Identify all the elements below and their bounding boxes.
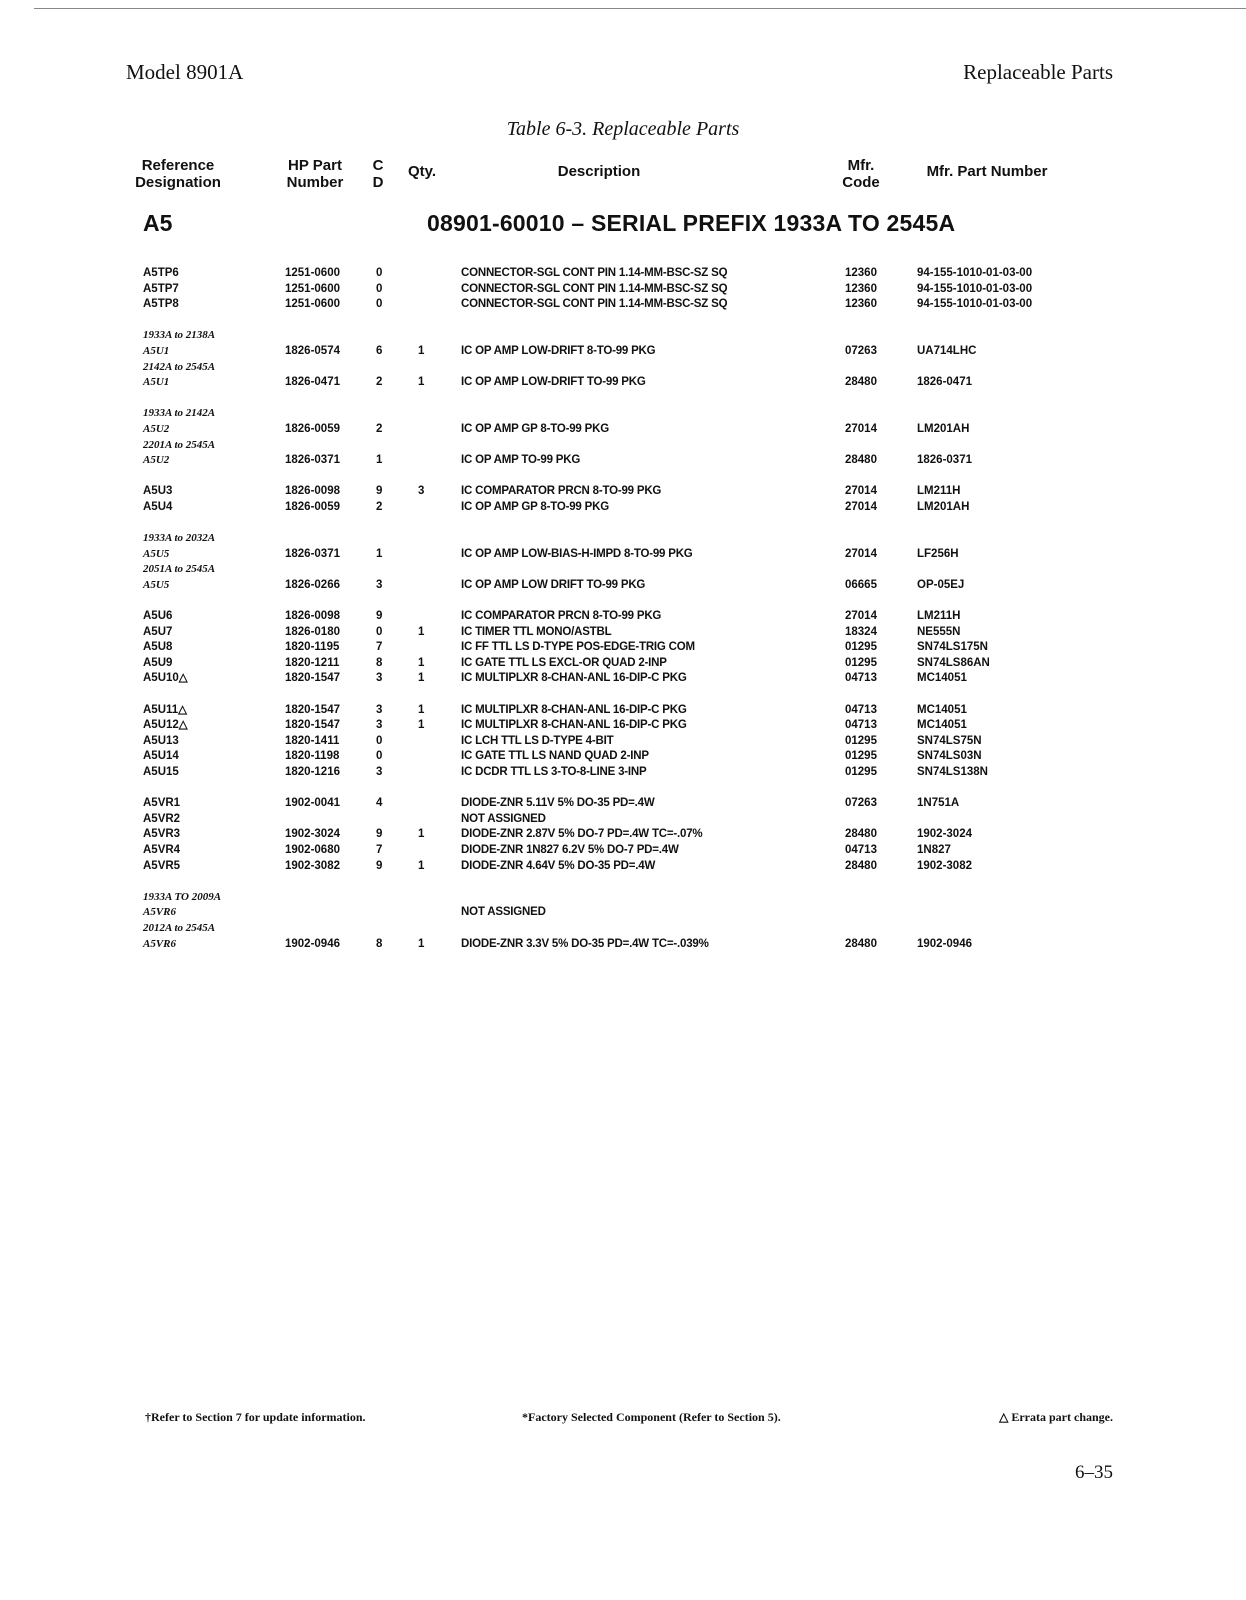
table-row (0, 344, 1246, 360)
assembly-title: 08901-60010 – SERIAL PREFIX 1933A TO 2545A (427, 210, 956, 236)
mfr-code: 28480 (845, 859, 877, 872)
reference-designation: A5U14 (143, 750, 179, 763)
quantity: 1 (418, 719, 425, 732)
footnote-update: †Refer to Section 7 for update information. (145, 1410, 366, 1424)
description: CONNECTOR-SGL CONT PIN 1.14-MM-BSC-SZ SQ (461, 267, 728, 279)
description: IC OP AMP LOW-DRIFT TO-99 PKG (461, 376, 646, 389)
description: IC OP AMP LOW-BIAS-H-IMPD 8-TO-99 PKG (461, 547, 693, 560)
hp-part-number: 1826-0180 (285, 625, 340, 638)
serial-range-note (0, 890, 1246, 906)
table-row (0, 734, 1246, 750)
hp-part-number: 1820-1198 (285, 750, 340, 763)
reference-designation: A5U6 (143, 610, 173, 623)
mfr-code: 27014 (845, 610, 877, 623)
check-digit: 0 (376, 734, 383, 747)
reference-designation: A5VR3 (143, 828, 181, 841)
description: NOT ASSIGNED (461, 906, 546, 919)
table-row (0, 843, 1246, 859)
reference-designation: A5VR6 (143, 906, 177, 919)
page-number: 6–35 (1075, 1462, 1113, 1483)
mfr-code: 06665 (845, 578, 877, 591)
description: IC COMPARATOR PRCN 8-TO-99 PKG (461, 485, 662, 498)
check-digit: 9 (376, 859, 383, 872)
table-row (0, 671, 1246, 687)
hp-part-number: 1826-0059 (285, 422, 340, 435)
mfr-part-number: 1N751A (917, 797, 960, 810)
check-digit: 6 (376, 344, 383, 357)
reference-designation: 2012A to 2545A (143, 921, 216, 934)
hp-part-number: 1902-3024 (285, 828, 340, 841)
mfr-part-number: 94-155-1010-01-03-00 (917, 282, 1033, 295)
mfr-code: 04713 (845, 719, 877, 732)
description: IC GATE TTL LS EXCL-OR QUAD 2-INP (461, 656, 667, 669)
mfr-code: 01295 (845, 766, 877, 778)
description: IC OP AMP LOW-DRIFT 8-TO-99 PKG (461, 344, 656, 357)
reference-designation: A5VR4 (143, 843, 181, 856)
mfr-part-number: UA714LHC (917, 344, 977, 357)
check-digit: 7 (376, 641, 383, 654)
table-row (0, 297, 1246, 313)
table-row (0, 282, 1246, 298)
mfr-part-number: 1826-0471 (917, 376, 972, 389)
hp-part-number: 1826-0098 (285, 610, 340, 623)
mfr-part-number: MC14051 (917, 719, 967, 732)
top-rule (34, 8, 1246, 9)
table-row (0, 266, 1246, 282)
mfr-part-number: LM201AH (917, 422, 970, 435)
mfr-code: 28480 (845, 454, 877, 467)
column-header-label: Qty. (407, 163, 437, 180)
reference-designation: A5U7 (143, 625, 173, 638)
mfr-part-number: SN74LS75N (917, 734, 982, 747)
mfr-code: 28480 (845, 828, 877, 841)
table-row (0, 859, 1246, 875)
hp-part-number: 1251-0600 (285, 267, 340, 279)
check-digit: 0 (376, 625, 383, 638)
mfr-part-number: 94-155-1010-01-03-00 (917, 298, 1033, 311)
mfr-part-number: LM201AH (917, 500, 970, 513)
table-row (0, 796, 1246, 812)
reference-designation: A5U13 (143, 734, 179, 747)
serial-range-note (0, 438, 1246, 454)
hp-part-number: 1826-0574 (285, 344, 340, 357)
mfr-code: 01295 (845, 656, 877, 669)
mfr-part-number: OP-05EJ (917, 578, 965, 591)
column-header-label: Mfr. Code (842, 157, 880, 191)
description: IC DCDR TTL LS 3-TO-8-LINE 3-INP (461, 766, 647, 778)
check-digit: 8 (376, 937, 383, 950)
mfr-code: 27014 (845, 422, 877, 435)
hp-part-number: 1902-0041 (285, 797, 340, 810)
mfr-code: 12360 (845, 282, 877, 295)
hp-part-number: 1820-1216 (285, 766, 340, 778)
hp-part-number: 1826-0371 (285, 547, 340, 560)
reference-designation: A5TP8 (143, 298, 179, 311)
mfr-part-number: SN74LS138N (917, 766, 988, 778)
mfr-part-number: 1902-0946 (917, 937, 972, 950)
serial-range-note (0, 531, 1246, 547)
column-header-hp-part (276, 157, 354, 191)
mfr-code: 01295 (845, 734, 877, 747)
mfr-code: 27014 (845, 500, 877, 513)
mfr-code: 12360 (845, 298, 877, 311)
description: IC OP AMP GP 8-TO-99 PKG (461, 422, 609, 435)
check-digit: 1 (376, 547, 383, 560)
reference-designation: A5U2 (143, 422, 170, 435)
quantity: 3 (418, 485, 425, 498)
mfr-code: 27014 (845, 547, 877, 560)
mfr-part-number: 1902-3024 (917, 828, 972, 841)
hp-part-number: 1826-0266 (285, 578, 340, 591)
mfr-part-number: SN74LS86AN (917, 656, 990, 669)
parts-table (0, 266, 1246, 952)
mfr-code: 04713 (845, 703, 877, 716)
reference-designation: A5U15 (143, 766, 179, 778)
reference-designation: 1933A TO 2009A (143, 890, 222, 903)
mfr-part-number: 94-155-1010-01-03-00 (917, 267, 1033, 279)
table-row (0, 827, 1246, 843)
table-row (0, 765, 1246, 781)
check-digit: 4 (376, 797, 383, 810)
mfr-part-number: 1N827 (917, 843, 951, 856)
check-digit: 3 (376, 766, 383, 778)
mfr-code: 01295 (845, 641, 877, 654)
description: IC MULTIPLXR 8-CHAN-ANL 16-DIP-C PKG (461, 672, 687, 685)
column-header-label: C D (372, 157, 384, 191)
description: DIODE-ZNR 5.11V 5% DO-35 PD=.4W (461, 797, 655, 810)
check-digit: 3 (376, 578, 383, 591)
description: CONNECTOR-SGL CONT PIN 1.14-MM-BSC-SZ SQ (461, 282, 728, 295)
check-digit: 9 (376, 485, 383, 498)
column-header-mfr-part (912, 163, 1062, 180)
reference-designation: A5U5 (143, 578, 170, 591)
check-digit: 3 (376, 703, 383, 716)
mfr-part-number: LM211H (917, 485, 961, 498)
mfr-code: 27014 (845, 485, 877, 498)
mfr-code: 07263 (845, 797, 877, 810)
check-digit: 0 (376, 750, 383, 763)
check-digit: 9 (376, 828, 383, 841)
hp-part-number: 1251-0600 (285, 282, 340, 295)
reference-designation: A5VR1 (143, 797, 181, 810)
reference-designation: A5TP6 (143, 267, 179, 279)
mfr-code: 18324 (845, 625, 877, 638)
column-header-cd (368, 157, 388, 191)
table-row (0, 812, 1246, 828)
description: IC OP AMP LOW DRIFT TO-99 PKG (461, 578, 646, 591)
description: IC FF TTL LS D-TYPE POS-EDGE-TRIG COM (461, 641, 695, 654)
description: CONNECTOR-SGL CONT PIN 1.14-MM-BSC-SZ SQ (461, 298, 728, 311)
reference-designation: A5U10△ (143, 672, 188, 685)
mfr-code: 12360 (845, 267, 877, 279)
check-digit: 2 (376, 376, 383, 389)
mfr-part-number: LF256H (917, 547, 959, 560)
serial-range-note (0, 562, 1246, 578)
check-digit: 7 (376, 843, 383, 856)
quantity: 1 (418, 376, 425, 389)
column-header-description (544, 163, 654, 180)
reference-designation: A5U1 (143, 344, 170, 357)
reference-designation: 1933A to 2142A (143, 407, 216, 420)
hp-part-number: 1826-0371 (285, 454, 340, 467)
check-digit: 0 (376, 267, 383, 279)
reference-designation: A5U3 (143, 485, 173, 498)
mfr-part-number: SN74LS03N (917, 750, 982, 763)
description: DIODE-ZNR 4.64V 5% DO-35 PD=.4W (461, 859, 656, 872)
check-digit: 9 (376, 610, 383, 623)
reference-designation: A5U9 (143, 656, 173, 669)
model-header: Model 8901A (126, 60, 244, 84)
hp-part-number: 1902-0680 (285, 843, 340, 856)
reference-designation: A5U4 (143, 500, 173, 513)
reference-designation: A5U2 (143, 454, 170, 467)
reference-designation: 2142A to 2545A (143, 360, 216, 373)
check-digit: 0 (376, 298, 383, 311)
quantity: 1 (418, 937, 425, 950)
hp-part-number: 1826-0471 (285, 376, 340, 389)
table-row (0, 547, 1246, 563)
mfr-part-number: LM211H (917, 610, 961, 623)
table-row (0, 937, 1246, 953)
mfr-part-number: NE555N (917, 625, 961, 638)
section-header: Replaceable Parts (963, 60, 1113, 84)
table-row (0, 375, 1246, 391)
description: NOT ASSIGNED (461, 812, 546, 825)
serial-range-note (0, 328, 1246, 344)
reference-designation: A5U8 (143, 641, 173, 654)
column-header-label: Mfr. Part Number (926, 163, 1048, 180)
table-row (0, 484, 1246, 500)
hp-part-number: 1820-1411 (285, 734, 340, 747)
column-header-label: HP Part Number (286, 157, 344, 191)
column-header-reference (128, 157, 228, 191)
quantity: 1 (418, 859, 425, 872)
reference-designation: A5U1 (143, 376, 170, 389)
mfr-part-number: MC14051 (917, 703, 967, 716)
table-row (0, 578, 1246, 594)
check-digit: 2 (376, 500, 383, 513)
column-header-label: Description (557, 163, 641, 180)
description: DIODE-ZNR 2.87V 5% DO-7 PD=.4W TC=-.07% (461, 828, 703, 841)
check-digit: 1 (376, 454, 383, 467)
hp-part-number: 1820-1547 (285, 703, 340, 716)
column-header-qty (402, 163, 442, 180)
mfr-code: 28480 (845, 376, 877, 389)
mfr-part-number: MC14051 (917, 672, 967, 685)
description: IC OP AMP GP 8-TO-99 PKG (461, 500, 609, 513)
column-header-label: Reference Designation (135, 157, 221, 191)
table-row (0, 749, 1246, 765)
reference-designation: 2201A to 2545A (143, 438, 216, 451)
serial-range-note (0, 360, 1246, 376)
table-row (0, 625, 1246, 641)
column-header-mfr-code (836, 157, 886, 191)
reference-designation: A5VR5 (143, 859, 181, 872)
description: DIODE-ZNR 3.3V 5% DO-35 PD=.4W TC=-.039% (461, 937, 709, 950)
reference-designation: A5U5 (143, 547, 170, 560)
mfr-part-number: SN74LS175N (917, 641, 988, 654)
reference-designation: 1933A to 2032A (143, 532, 216, 545)
check-digit: 2 (376, 422, 383, 435)
description: DIODE-ZNR 1N827 6.2V 5% DO-7 PD=.4W (461, 843, 679, 856)
description: IC LCH TTL LS D-TYPE 4-BIT (461, 734, 614, 747)
description: IC COMPARATOR PRCN 8-TO-99 PKG (461, 610, 662, 623)
mfr-code: 28480 (845, 937, 877, 950)
table-row (0, 609, 1246, 625)
hp-part-number: 1902-3082 (285, 859, 340, 872)
reference-designation: A5TP7 (143, 282, 179, 295)
table-row (0, 905, 1246, 921)
check-digit: 3 (376, 672, 383, 685)
table-row (0, 656, 1246, 672)
check-digit: 8 (376, 656, 383, 669)
hp-part-number: 1902-0946 (285, 937, 340, 950)
hp-part-number: 1820-1547 (285, 719, 340, 732)
quantity: 1 (418, 703, 425, 716)
mfr-part-number: 1902-3082 (917, 859, 972, 872)
hp-part-number: 1826-0098 (285, 485, 340, 498)
description: IC MULTIPLXR 8-CHAN-ANL 16-DIP-C PKG (461, 703, 687, 716)
hp-part-number: 1820-1195 (285, 641, 340, 654)
footnote-errata: △ Errata part change. (999, 1410, 1113, 1424)
assembly-ref: A5 (143, 210, 173, 236)
hp-part-number: 1251-0600 (285, 298, 340, 311)
serial-range-note (0, 406, 1246, 422)
reference-designation: 1933A to 2138A (143, 329, 216, 342)
reference-designation: A5U11△ (143, 703, 188, 716)
table-row (0, 640, 1246, 656)
mfr-code: 04713 (845, 843, 877, 856)
description: IC OP AMP TO-99 PKG (461, 454, 581, 467)
quantity: 1 (418, 625, 425, 638)
table-row (0, 500, 1246, 516)
table-title: Table 6-3. Replaceable Parts (506, 118, 740, 140)
table-row (0, 422, 1246, 438)
table-row (0, 453, 1246, 469)
quantity: 1 (418, 656, 425, 669)
hp-part-number: 1826-0059 (285, 500, 340, 513)
check-digit: 3 (376, 719, 383, 732)
mfr-code: 01295 (845, 750, 877, 763)
reference-designation: 2051A to 2545A (143, 563, 216, 576)
description: IC MULTIPLXR 8-CHAN-ANL 16-DIP-C PKG (461, 719, 687, 732)
check-digit: 0 (376, 282, 383, 295)
quantity: 1 (418, 672, 425, 685)
hp-part-number: 1820-1211 (285, 656, 340, 669)
mfr-part-number: 1826-0371 (917, 454, 972, 467)
hp-part-number: 1820-1547 (285, 672, 340, 685)
reference-designation: A5VR2 (143, 812, 181, 825)
quantity: 1 (418, 344, 425, 357)
table-row (0, 703, 1246, 719)
reference-designation: A5U12△ (143, 719, 188, 732)
description: IC GATE TTL LS NAND QUAD 2-INP (461, 750, 649, 763)
footnote-factory-selected: *Factory Selected Component (Refer to Section 5). (522, 1410, 781, 1424)
quantity: 1 (418, 828, 425, 841)
table-row (0, 718, 1246, 734)
reference-designation: A5VR6 (143, 937, 177, 950)
serial-range-note (0, 921, 1246, 937)
mfr-code: 07263 (845, 344, 877, 357)
description: IC TIMER TTL MONO/ASTBL (461, 625, 612, 638)
mfr-code: 04713 (845, 672, 877, 685)
